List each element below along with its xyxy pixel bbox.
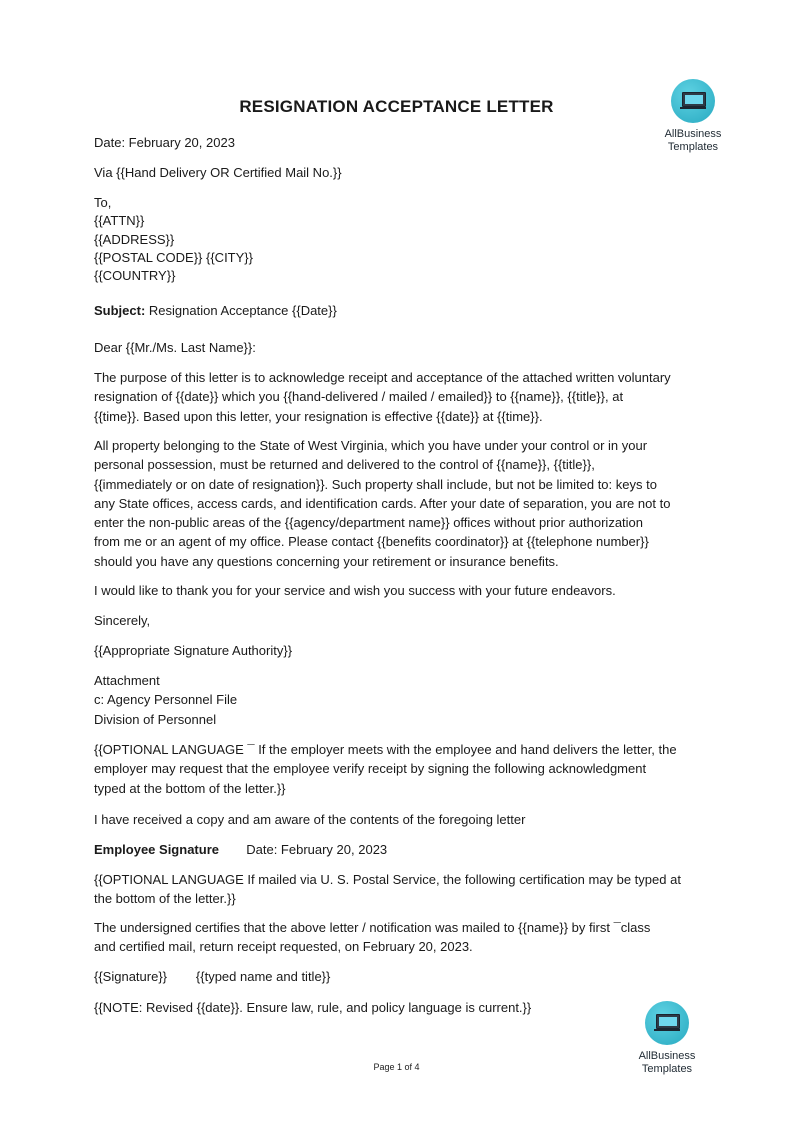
paragraph-line: enter the non-public areas of the {{agency/department name}} offices without prior authorization [94,515,644,531]
optional-language-hand-delivery [94,740,704,798]
paragraph-line: any State offices, access cards, and identification cards. After your date of separation, you are not to [94,495,671,511]
paragraph-line: employer may request that the employee verify receipt by signing the following acknowledgment [94,761,647,777]
employee-signature-line [94,840,704,859]
logo-line2: Templates [667,141,719,153]
employee-signature-label: Employee Signature [94,842,219,857]
paragraph-line: from me or an agent of my office. Please contact {{benefits coordinator}} at {{telephone number}} [94,534,649,550]
date-line: Date: February 20, 2023 [94,135,235,150]
paragraph-line: personal possession, must be returned and delivered to the control of {{name}}, {{title}}, [94,457,595,473]
address-line: {{ATTN}} [94,213,145,229]
attachment-line: Division of Personnel [94,711,217,727]
address-line: {{COUNTRY}} [94,268,176,284]
page-number: Page 1 of 4 [373,1062,420,1072]
paragraph-line: and certified mail, return receipt requested, on February 20, 2023. [94,939,473,955]
signature-authority: {{Appropriate Signature Authority}} [94,643,293,658]
optional-language-mail [94,870,704,909]
paragraph-thanks: I would like to thank you for your service and wish you success with your future endeavors. [94,583,616,598]
address-block [94,193,704,285]
paragraph-line: {{time}}. Based upon this letter, your resignation is effective {{date}} at {{time}}. [94,408,543,424]
paragraph-line: the bottom of the letter.}} [94,891,236,907]
paragraph-line: {{immediately or on date of resignation}}. Such property shall include, but not be limited to: keys to [94,476,657,492]
paragraph-line: resignation of {{date}} which you {{hand-delivered / mailed / emailed}} to {{name}}, {{title}}, at [94,389,624,405]
paragraph-property [94,436,704,571]
via-line: Via {{Hand Delivery OR Certified Mail No.}} [94,165,342,180]
employee-signature-date: Date: February 20, 2023 [246,842,388,857]
paragraph-line: The purpose of this letter is to acknowledge receipt and acceptance of the attached written voluntary [94,370,671,385]
paragraph-line: The undersigned certifies that the above letter / notification was mailed to {{name}} by first ¯class [94,920,651,935]
paragraph-line: All property belonging to the State of West Virginia, which you have under your control or in your [94,438,648,453]
signature-name-line: {{Signature}} {{typed name and title}} [94,969,331,984]
laptop-icon [645,1001,689,1045]
salutation: Dear {{Mr./Ms. Last Name}}: [94,340,256,355]
revision-note: {{NOTE: Revised {{date}}. Ensure law, rule, and policy language is current.}} [94,1000,532,1015]
address-line: To, [94,195,112,210]
address-line: {{POSTAL CODE}} {{CITY}} [94,249,253,265]
logo-line2: Templates [641,1063,693,1075]
attachment-line: c: Agency Personnel File [94,692,238,708]
paragraph-line: typed at the bottom of the letter.}} [94,780,286,796]
closing: Sincerely, [94,613,151,628]
logo-line1: AllBusiness [638,1050,696,1062]
subject-label: Subject: [94,303,146,318]
certification-paragraph [94,918,704,957]
attachment-block [94,671,704,729]
paragraph-line: {{OPTIONAL LANGUAGE If mailed via U. S. Postal Service, the following certification may be typed at [94,872,681,887]
subject-line [94,301,704,320]
paragraph-line: should you have any questions concerning your retirement or insurance benefits. [94,553,559,569]
logo-line1: AllBusiness [664,128,722,140]
received-statement: I have received a copy and am aware of the contents of the foregoing letter [94,812,526,827]
subject-text: Resignation Acceptance {{Date}} [145,303,337,318]
paragraph-line: {{OPTIONAL LANGUAGE ¯ If the employer meets with the employee and hand delivers the letter, the [94,742,677,757]
attachment-line: Attachment [94,673,160,688]
paragraph-acknowledge [94,368,704,426]
address-line: {{ADDRESS}} [94,231,175,247]
document-title: RESIGNATION ACCEPTANCE LETTER [239,97,554,116]
